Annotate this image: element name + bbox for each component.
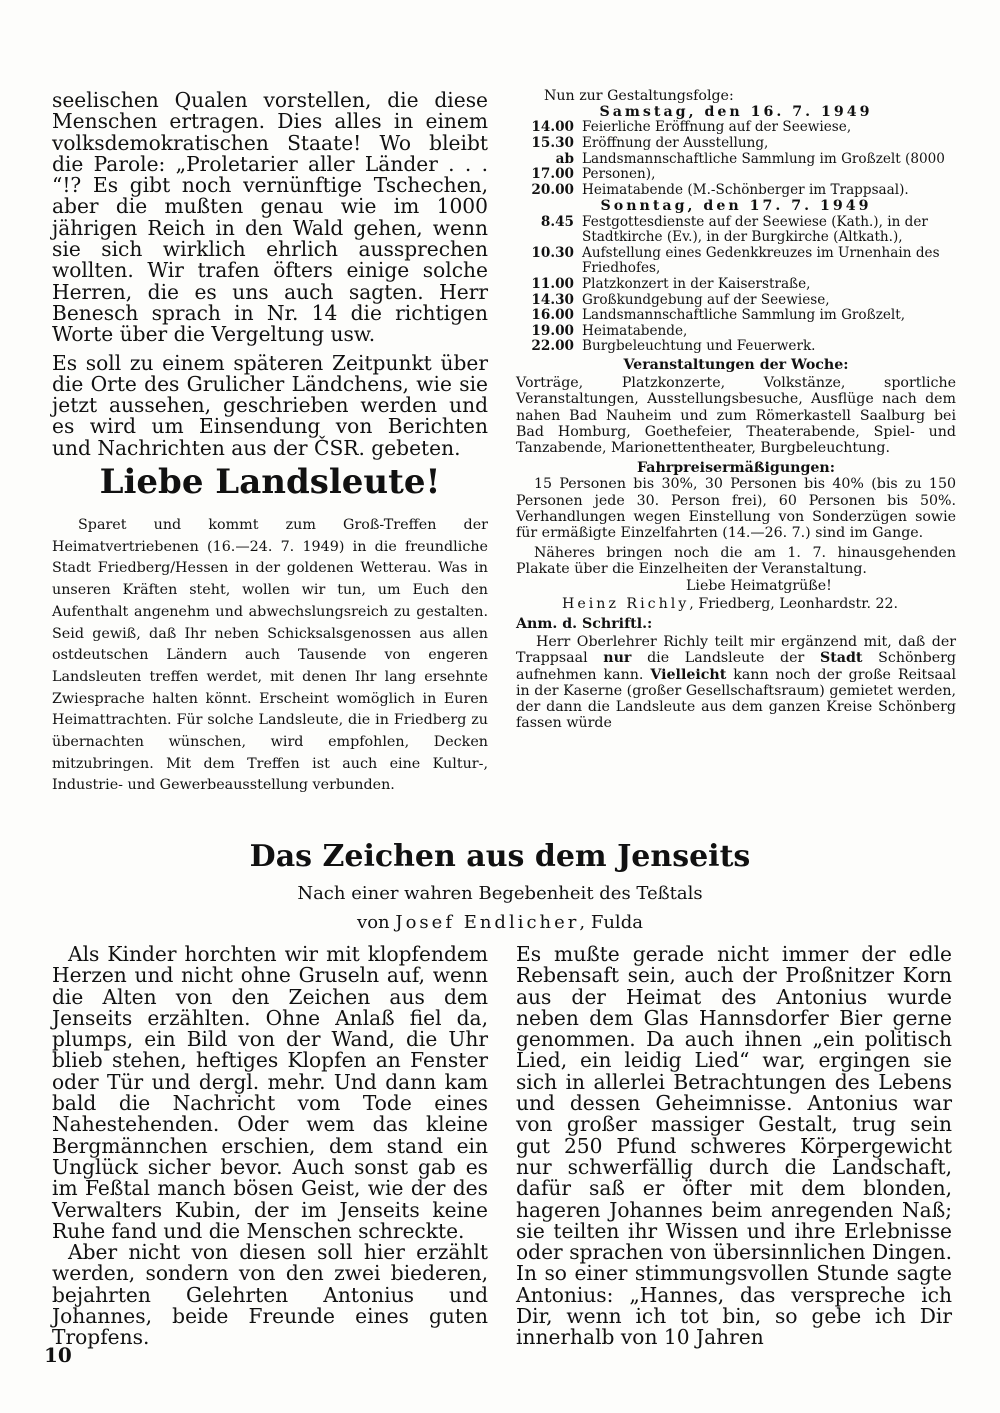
schedule-desc: Festgottesdienste auf der Seewiese (Kath.), in der Stadtkirche (Ev.), in der Burgkirche (Altkath.),	[582, 213, 928, 246]
schedule-desc: Feierliche Eröffnung auf der Seewiese,	[582, 119, 852, 136]
signature-place: , Friedberg, Leonhardstr. 22.	[689, 595, 899, 612]
signature-name: Heinz Richly	[562, 595, 690, 612]
fare-label: Fahrpreisermäßigungen:	[636, 460, 835, 477]
paragraph: seelischen Qualen vorstellen, die diese Menschen ertragen. Dies alles in einem volksdemokratischen Staate! Wo bleibt die Parole: „Proletarier aller Länder . . . “!? Es gibt noch vernünftige Tschechen, aber die mußten genau wie im 1000 jährigen Reich in den Wald gehen, wenn sie sich wirklich ehrlich aussprechen wollten. Wir trafen öfters einige solche Herren, die es uns auch sagten. Herr Benesch sprach in Nr. 14 die richtigen Worte über die Vergeltung usw.	[52, 88, 488, 347]
paragraph: Aber nicht von diesen soll hier erzählt werden, sondern von den zwei biederen, bejahrten Gelehrten Antonius und Johannes, beide Freunde eines guten Tropfens.	[52, 1240, 488, 1350]
schedule-time: 11.00	[531, 275, 574, 292]
anm-bold-stadt: Stadt	[820, 650, 863, 667]
schedule-time: 15.30	[531, 135, 574, 151]
schedule-desc: Burgbeleuchtung und Feuerwerk.	[582, 338, 816, 355]
anm-text-c: Schönberg aufnehmen kann.	[516, 650, 956, 683]
liebe-landsleute-body	[52, 515, 488, 797]
day1-label: Samstag, den 16. 7. 1949	[599, 104, 873, 121]
anm-text	[516, 634, 956, 731]
schedule-time: 16.00	[531, 307, 574, 324]
page-number: 10	[44, 1343, 72, 1367]
schedule-desc: Großkundgebung auf der Seewiese,	[582, 291, 830, 308]
schedule-row	[516, 215, 956, 246]
schedule-row	[516, 246, 956, 277]
story-subtitle: Nach einer wahren Begebenheit des Teßtals	[297, 883, 703, 904]
anm-text-a: Herr Oberlehrer Richly teilt mir ergänzend mit, daß der Trappsaal	[516, 634, 956, 667]
paragraph: Es soll zu einem späteren Zeitpunkt über die Orte des Grulicher Ländchens, wie sie jetzt aussehen, geschrieben werden und es wird um Einsendung von Berichten und Nachrichten aus der ČSR. gebeten.	[52, 350, 488, 460]
schedule-time: 14.30	[531, 291, 574, 308]
signature	[516, 596, 956, 612]
week-label: Veranstaltungen der Woche:	[623, 356, 849, 373]
anm-bold-nur: nur	[603, 650, 632, 667]
schedule-time: 22.00	[531, 338, 574, 355]
liebe-landsleute-title: Liebe Landsleute!	[99, 462, 441, 502]
program-intro: Nun zur Gestaltungsfolge:	[544, 88, 734, 104]
schedule-desc: Landsmannschaftliche Sammlung im Großzelt,	[582, 307, 906, 324]
story-byline	[180, 911, 820, 935]
fare-text: 15 Personen bis 30%, 30 Personen bis 40% (bis zu 150 Personen jede 30. Person frei), 60 Personen bis 50%. Verhandlungen wegen Einstellung von Sonderzügen sowie für ermäßigte Einzelfahrten (14.—26. 7.) sind im Gange.	[516, 476, 956, 541]
schedule-row	[516, 120, 956, 136]
schedule-desc: Aufstellung eines Gedenkkreuzes im Urnenhain des Friedhofes,	[582, 244, 940, 277]
schedule-desc: Landsmannschaftliche Sammlung im Großzelt (8000 Personen),	[582, 150, 945, 183]
program-column	[516, 88, 956, 731]
schedule-row	[516, 308, 956, 324]
schedule-time: 14.00	[531, 119, 574, 136]
byline-place: , Fulda	[579, 912, 643, 933]
schedule-desc: Eröffnung der Ausstellung,	[582, 135, 769, 151]
schedule-row	[516, 152, 956, 183]
anm-bold-vielleicht: Vielleicht	[650, 666, 727, 683]
story-right-column	[516, 944, 952, 1349]
schedule-row	[516, 277, 956, 293]
anm-label: Anm. d. Schriftl.:	[516, 615, 653, 632]
day2-label: Sonntag, den 17. 7. 1949	[600, 198, 872, 215]
byline-author: Josef Endlicher	[395, 912, 580, 933]
schedule-desc: Platzkonzert in der Kaiserstraße,	[582, 275, 811, 292]
left-column-text	[52, 90, 488, 459]
schedule-row	[516, 339, 956, 355]
schedule-row	[516, 293, 956, 309]
story-left-column	[52, 944, 488, 1349]
day1-list	[516, 120, 956, 198]
schedule-desc: Heimatabende,	[582, 322, 688, 339]
paragraph: Als Kinder horchten wir mit klopfendem Herzen und nicht ohne Gruseln auf, wenn die Alten von den Zeichen aus dem Jenseits erzählten. Ohne Anlaß fiel da, plumps, ein Bild von der Wand, die Uhr blieb stehen, heftiges Klopfen an Fenster oder Tür und dergl. mehr. Und dann kam bald die Nachricht vom Tode eines Nahestehenden. Oder wem das kleine Bergmännchen erschien, dem stand ein Unglück sicher bevor. Auch sonst gab es im Feßtal manch bösen Geist, wie der des Verwalters Kubin, der im Jenseits keine Ruhe fand und die Menschen schreckte.	[52, 942, 488, 1243]
schedule-row	[516, 136, 956, 152]
schedule-time: 8.45	[540, 213, 574, 230]
note-text: Näheres bringen noch die am 1. 7. hinausgehenden Plakate über die Einzelheiten der Veranstaltung.	[516, 545, 956, 578]
anm-text-b: die Landsleute der	[631, 650, 820, 667]
week-text: Vorträge, Platzkonzerte, Volkstänze, sportliche Veranstaltungen, Ausstellungsbesuche, Ausflüge nach dem nahen Bad Nauheim und zum Römerkastell Saalburg bei Bad Homburg, Goethefeier, Theaterabende, Spiel- und Tanzabende, Marionettentheater, Burgbeleuchtung.	[516, 375, 956, 456]
paragraph: Es mußte gerade nicht immer der edle Rebensaft sein, auch der Proßnitzer Korn aus der Heimat des Antonius wurde neben dem Glas Hannsdorfer Bier gerne genommen. Da auch ihnen „ein politisch Lied, ein leidig Lied“ war, ergingen sie sich in allerlei Betrachtungen des Lebens und dessen Geheimnisse. Antonius war von großer massiger Gestalt, trug sein gut 250 Pfund schweres Körpergewicht nur schwerfällig durch die Landschaft, dafür saß er öfter mit dem blonden, hageren Johannes beim anregenden Naß; sie teilten ihr Wissen und ihre Erlebnisse oder sprachen von übersinnlichen Dingen. In so einer stimmungsvollen Stunde sagte Antonius: „Hannes, das verspreche ich Dir, wenn ich tot bin, so gebe ich Dir innerhalb von 10 Jahren	[516, 942, 952, 1350]
paragraph: Sparet und kommt zum Groß-Treffen der Heimatvertriebenen (16.—24. 7. 1949) in die freundliche Stadt Friedberg/Hessen in der goldenen Wetterau. Was in unseren Kräften steht, wollen wir tun, um Euch den Aufenthalt angenehm und abwechslungsreich zu gestalten. Seid gewiß, daß Ihr neben Schicksalsgenossen aus allen ostdeutschen Ländern auch Tausende von engeren Landsleuten treffen werdet, mit denen Ihr lang ersehnte Zwiesprache halten könnt. Erscheint womöglich in Euren Heimattrachten. Für solche Landsleute, die in Friedberg zu übernachten wünschen, wird empfohlen, Decken mitzubringen. Mit dem Treffen ist auch eine Kultur-, Industrie- und Gewerbeausstellung verbunden.	[52, 517, 488, 794]
schedule-time: 19.00	[531, 322, 574, 339]
day2-list	[516, 215, 956, 355]
greeting: Liebe Heimatgrüße!	[686, 577, 832, 594]
schedule-time: ab 17.00	[531, 150, 574, 183]
schedule-time: 10.30	[531, 244, 574, 261]
byline-von: von	[357, 912, 390, 933]
story-title: Das Zeichen aus dem Jenseits	[249, 839, 751, 874]
anm-text-d: kann noch der große Reitsaal in der Kaserne (großer Gesellschaftsraum) gemietet werden, der dann die Landsleute aus dem ganzen Kreise Schönberg fassen würde	[516, 666, 956, 732]
schedule-time: 20.00	[531, 181, 574, 198]
schedule-row	[516, 324, 956, 340]
schedule-desc: Heimatabende (M.-Schönberger im Trappsaal).	[582, 181, 909, 198]
schedule-row	[516, 183, 956, 199]
